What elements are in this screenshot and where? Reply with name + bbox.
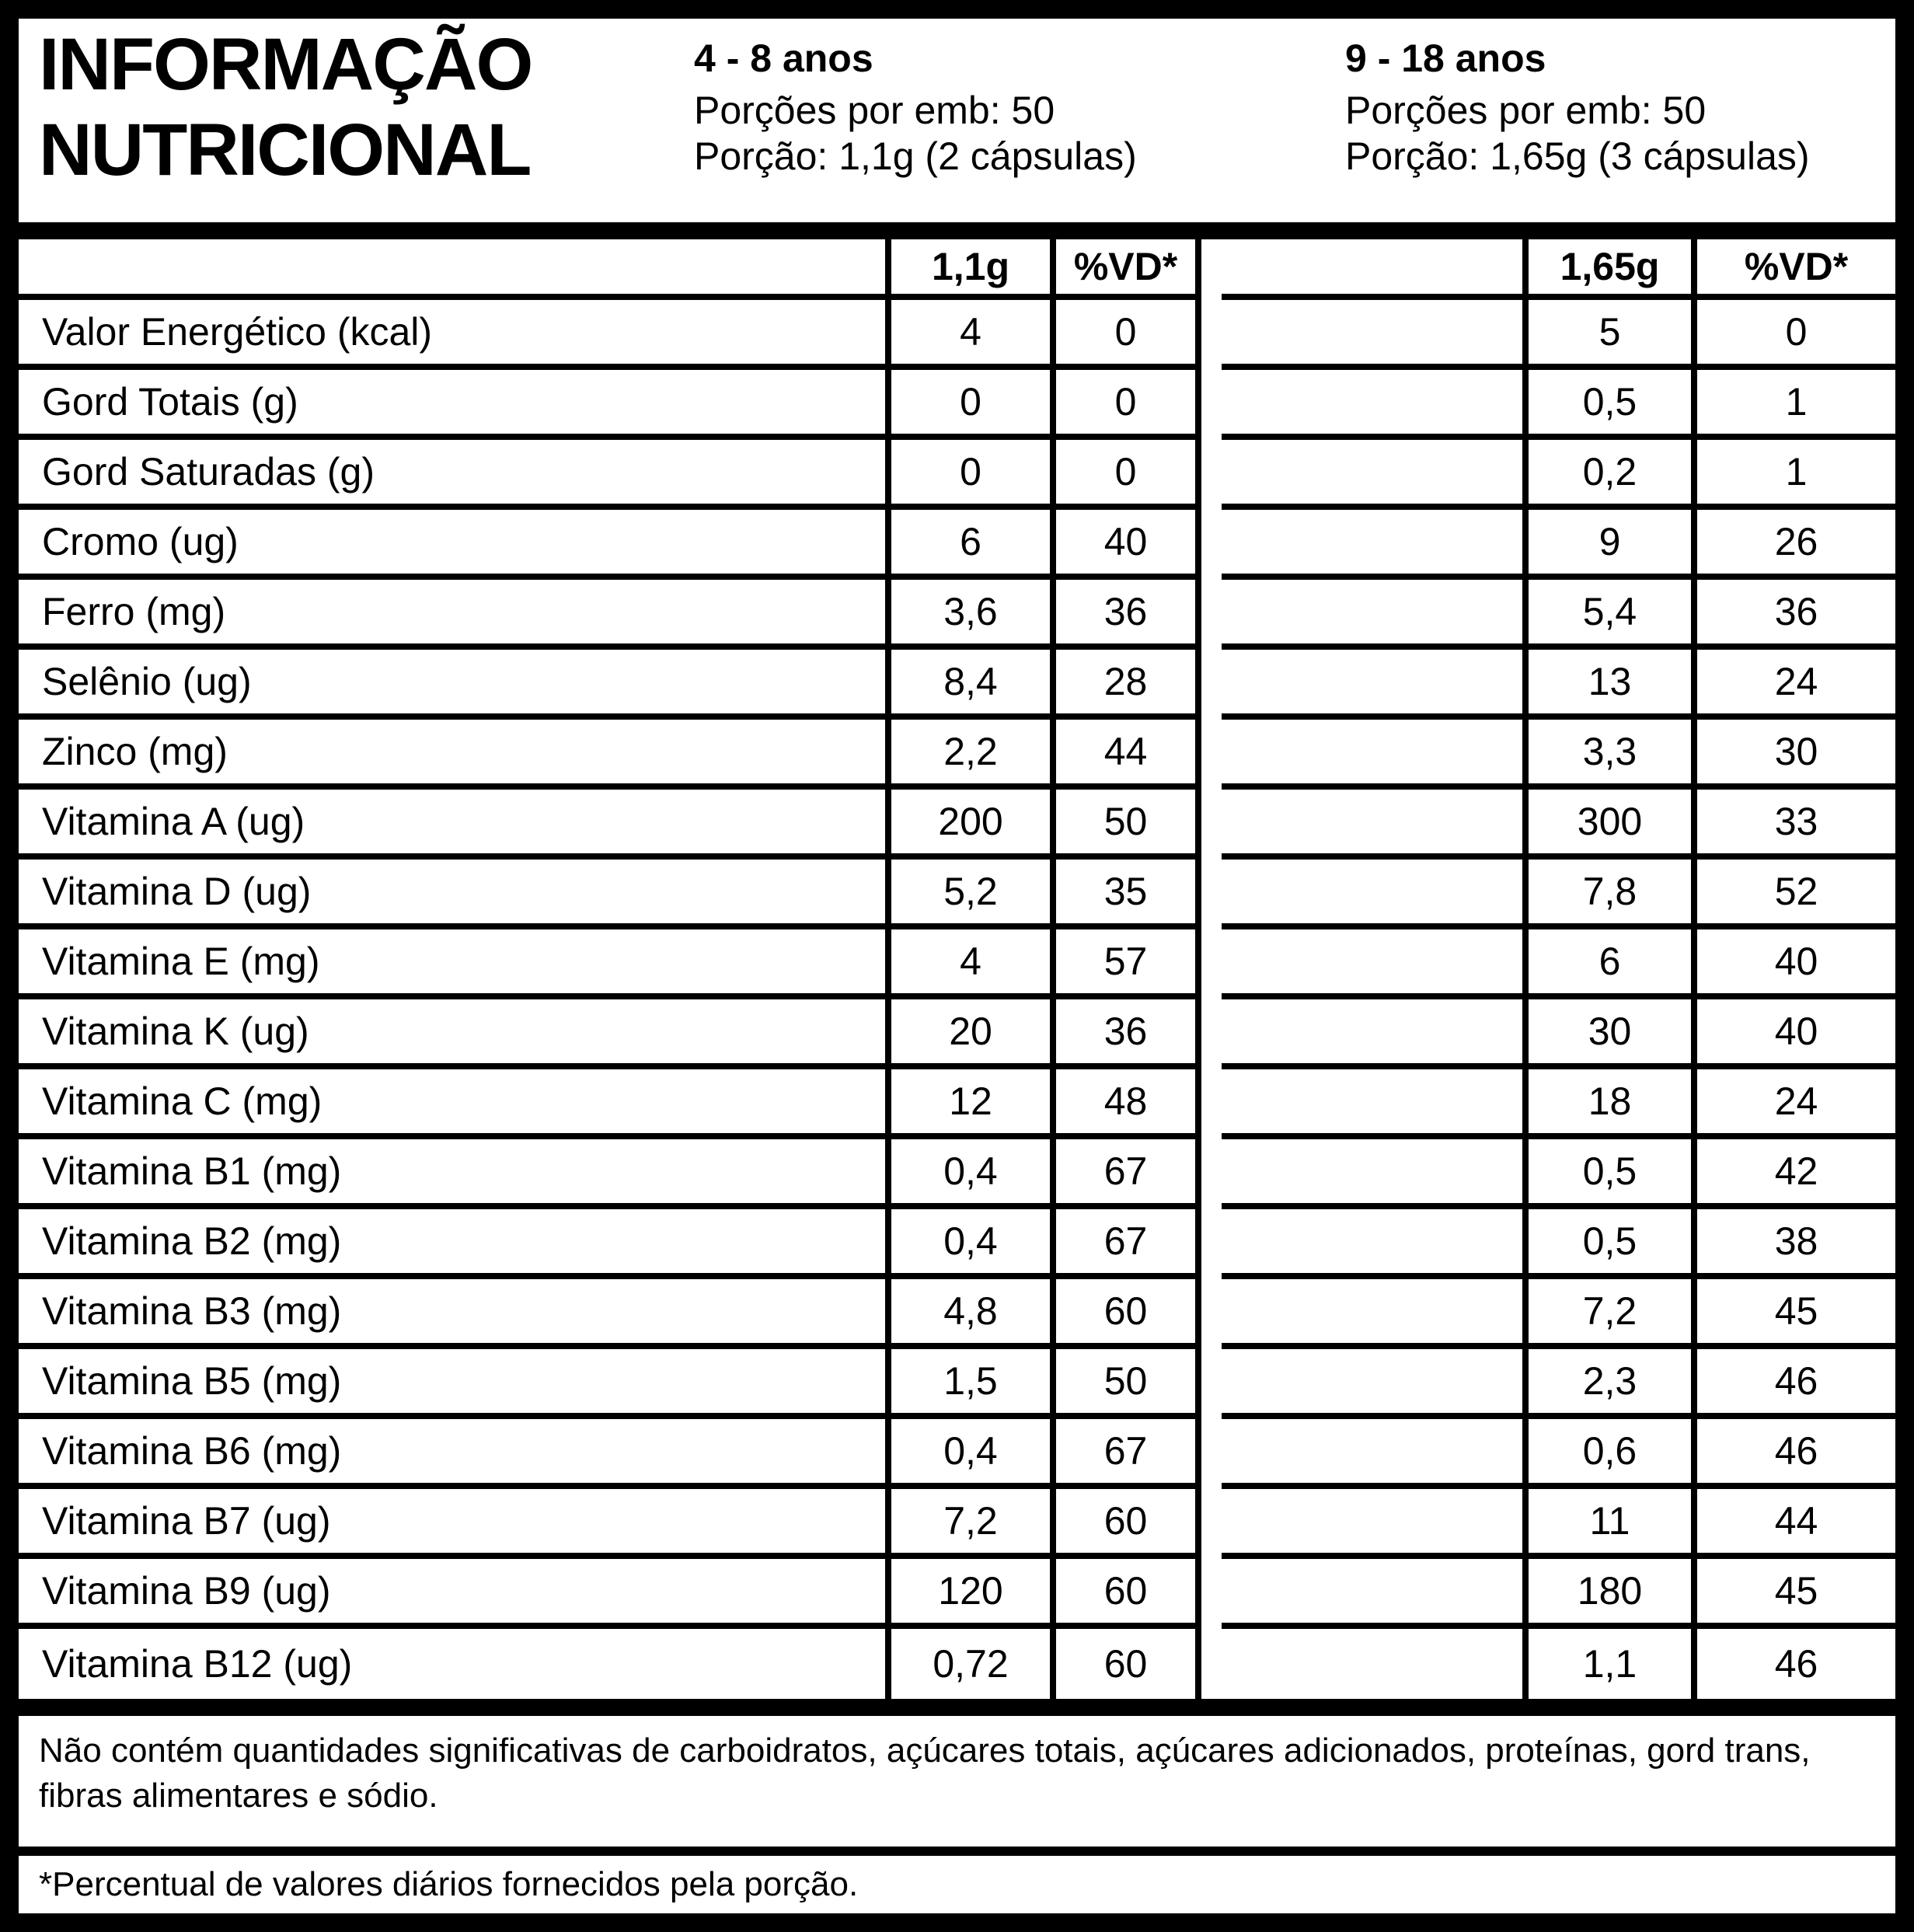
nutrient-name-cell: Vitamina B12 (ug) [19,1629,891,1699]
label-title-line1: INFORMAÇÃO [39,23,532,106]
dv-cell-group2: 46 [1774,1642,1818,1686]
amount-cell-group2: 2,3 [1522,1349,1697,1419]
nutrient-name-cell: Vitamina A (ug) [19,790,891,860]
gap-cell [1201,790,1522,860]
table-row [19,1069,1895,1139]
gap-cell [1201,860,1522,929]
dv-header-group2: %VD* [1697,239,1895,300]
nutrient-name-cell: Cromo (ug) [19,510,891,580]
dv-cell-group1: 28 [1056,650,1201,720]
gap-cell [1201,720,1522,790]
nutrient-name-cell: Gord Saturadas (g) [19,440,891,510]
dv-cell-group1: 48 [1056,1069,1201,1139]
nutrient-name-cell: Vitamina B6 (mg) [19,1419,891,1489]
gap-cell [1201,300,1522,370]
age-range-label: 4 - 8 anos [694,37,873,80]
table-row [19,929,1895,999]
table-row [19,1629,1895,1699]
gap-cell [1201,1209,1522,1279]
nutrient-name-cell: Selênio (ug) [19,650,891,720]
amount-cell-group1: 2,2 [891,720,1056,790]
amount-cell-group1: 3,6 [891,580,1056,650]
table-row [19,510,1895,580]
table-row [19,999,1895,1069]
serving-size: Porção: 1,1g (2 cápsulas) [694,134,1137,178]
dv-cell-group1: 57 [1056,929,1201,999]
nutrient-name-cell: Vitamina B2 (mg) [19,1209,891,1279]
label-title [39,22,532,193]
dv-cell-group2: 26 [1697,510,1895,580]
amount-cell-group1: 7,2 [891,1489,1056,1559]
table-header-row [19,239,1895,300]
amount-cell-group1: 5,2 [891,860,1056,929]
table-row [19,1279,1895,1349]
gap-cell [1201,239,1522,300]
nutrient-name-cell: Vitamina B7 (ug) [19,1489,891,1559]
nutrient-name-cell: Zinco (mg) [19,720,891,790]
dv-cell-group1: 60 [1056,1559,1201,1629]
dv-cell-group1: 60 [1056,1489,1201,1559]
dv-header-group1: %VD* [1056,239,1201,300]
amount-cell-group2: 3,3 [1522,720,1697,790]
table-row [19,370,1895,440]
dv-cell-group2: 46 [1697,1419,1895,1489]
table-body [19,300,1895,1699]
serving-size: Porção: 1,65g (3 cápsulas) [1345,134,1810,178]
table-row [19,440,1895,510]
dv-cell-group1: 67 [1056,1139,1201,1209]
amount-cell-group2: 0,5 [1522,370,1697,440]
amount-cell-group2: 1,1 [1522,1629,1697,1699]
amount-cell-group1: 0,4 [891,1139,1056,1209]
table-row [19,650,1895,720]
amount-cell-group1: 20 [891,999,1056,1069]
amount-cell-group2: 5 [1522,300,1697,370]
table-row [19,1559,1895,1629]
gap-cell [1201,929,1522,999]
dv-cell-group1: 60 [1056,1629,1201,1699]
nutrient-name-cell: Vitamina B1 (mg) [19,1139,891,1209]
table-row [19,1139,1895,1209]
amount-cell-group1: 200 [891,790,1056,860]
amount-cell-group1: 4 [891,929,1056,999]
table-row [19,580,1895,650]
dv-cell-group1: 50 [1056,1349,1201,1419]
amount-cell-group1: 4,8 [891,1279,1056,1349]
dv-cell-group2: 38 [1697,1209,1895,1279]
table-row [19,860,1895,929]
gap-cell [1201,1629,1522,1699]
nutrient-name-cell: Gord Totais (g) [19,370,891,440]
amount-cell-group1: 0 [891,440,1056,510]
dv-cell-group1: 0 [1056,440,1201,510]
nutrient-name-cell: Vitamina E (mg) [19,929,891,999]
amount-header-group2: 1,65g [1522,239,1697,300]
dv-cell-group1: 36 [1056,999,1201,1069]
dv-cell-group2: 30 [1697,720,1895,790]
gap-cell [1201,440,1522,510]
dv-cell-group2: 24 [1697,650,1895,720]
dv-cell-group1: 50 [1056,790,1201,860]
table-row [19,1349,1895,1419]
dv-cell-group2: 52 [1697,860,1895,929]
amount-cell-group2: 0,5 [1522,1209,1697,1279]
amount-cell-group1: 120 [891,1559,1056,1629]
nutrient-name-cell: Vitamina B3 (mg) [19,1279,891,1349]
dv-cell-group2: 24 [1697,1069,1895,1139]
dv-cell-group1: 60 [1056,1279,1201,1349]
gap-cell [1201,650,1522,720]
dv-cell-group1: 44 [1056,720,1201,790]
gap-cell [1201,1069,1522,1139]
dv-cell-group1: 40 [1056,510,1201,580]
dv-cell-group1: 67 [1056,1419,1201,1489]
serving-info-4-8-anos [694,36,1137,180]
dv-cell-group2: 36 [1697,580,1895,650]
amount-cell-group1: 1,5 [891,1349,1056,1419]
table-row [19,1209,1895,1279]
nutrient-name-cell: Vitamina B9 (ug) [19,1559,891,1629]
gap-cell [1201,1279,1522,1349]
dv-cell-group1: 0 [1056,370,1201,440]
dv-cell-group2: 46 [1697,1349,1895,1419]
dv-cell-group2: 45 [1697,1279,1895,1349]
amount-cell-group2: 0,5 [1522,1139,1697,1209]
amount-cell-group2: 9 [1522,510,1697,580]
amount-cell-group2: 0,2 [1522,440,1697,510]
amount-cell-group1: 12 [891,1069,1056,1139]
amount-cell-group2: 300 [1522,790,1697,860]
gap-cell [1201,370,1522,440]
amount-cell-group2: 0,6 [1522,1419,1697,1489]
amount-cell-group1: 6 [891,510,1056,580]
dv-cell-group2: 40 [1697,999,1895,1069]
label-header [19,19,1895,222]
dv-cell-group2: 33 [1697,790,1895,860]
footnote-divider [19,1847,1895,1856]
dv-cell-group2: 40 [1697,929,1895,999]
dv-cell-group2: 44 [1697,1489,1895,1559]
dv-cell-group2: 1 [1697,440,1895,510]
amount-cell-group2: 18 [1522,1069,1697,1139]
dv-cell-group2: 45 [1697,1559,1895,1629]
amount-cell-group1: 8,4 [891,650,1056,720]
gap-cell [1201,1559,1522,1629]
amount-cell-group2: 7,2 [1522,1279,1697,1349]
servings-per-package: Porções por emb: 50 [1345,89,1707,132]
no-significant-amounts-note: Não contém quantidades significativas de carboidratos, açúcares totais, açúcares adicionados, proteínas, gord trans, fibras alimentares e sódio. [39,1731,1811,1815]
amount-cell-group2: 13 [1522,650,1697,720]
dv-cell-group1: 36 [1056,580,1201,650]
nutrient-name-cell: Vitamina B5 (mg) [19,1349,891,1419]
table-row [19,1489,1895,1559]
age-range-label: 9 - 18 anos [1345,37,1546,80]
table-row [19,720,1895,790]
amount-cell-group1: 0,72 [891,1629,1056,1699]
amount-cell-group1: 0 [891,370,1056,440]
dv-cell-group2: 42 [1697,1139,1895,1209]
amount-header-group1: 1,1g [891,239,1056,300]
nutrient-name-cell: Ferro (mg) [19,580,891,650]
gap-cell [1201,1139,1522,1209]
gap-cell [1201,1419,1522,1489]
serving-info-9-18-anos [1345,36,1810,180]
gap-cell [1201,580,1522,650]
amount-cell-group1: 4 [891,300,1056,370]
nutrient-name-cell: Vitamina D (ug) [19,860,891,929]
amount-cell-group2: 11 [1522,1489,1697,1559]
table-row [19,1419,1895,1489]
label-title-line2: NUTRICIONAL [39,109,531,192]
amount-cell-group1: 0,4 [891,1209,1056,1279]
nutrient-header-cell [19,239,891,300]
nutrient-name-cell: Valor Energético (kcal) [19,300,891,370]
dv-cell-group1: 35 [1056,860,1201,929]
amount-cell-group2: 180 [1522,1559,1697,1629]
thick-divider-top [19,222,1895,239]
gap-cell [1201,510,1522,580]
dv-cell-group1: 67 [1056,1209,1201,1279]
dv-cell-group2: 0 [1697,300,1895,370]
nutrient-name-cell: Vitamina C (mg) [19,1069,891,1139]
amount-cell-group2: 6 [1522,929,1697,999]
amount-cell-group2: 5,4 [1522,580,1697,650]
table-row [19,790,1895,860]
amount-cell-group2: 7,8 [1522,860,1697,929]
dv-cell-group1: 0 [1056,300,1201,370]
thick-divider-bottom [19,1699,1895,1716]
dv-cell-group2: 1 [1697,370,1895,440]
gap-cell [1201,1349,1522,1419]
gap-cell [1201,999,1522,1069]
gap-cell [1201,1489,1522,1559]
amount-cell-group1: 0,4 [891,1419,1056,1489]
amount-cell-group2: 30 [1522,999,1697,1069]
daily-value-note: *Percentual de valores diários fornecidos pela porção. [39,1865,859,1903]
servings-per-package: Porções por emb: 50 [694,89,1055,132]
table-row [19,300,1895,370]
nutrient-name-cell: Vitamina K (ug) [19,999,891,1069]
